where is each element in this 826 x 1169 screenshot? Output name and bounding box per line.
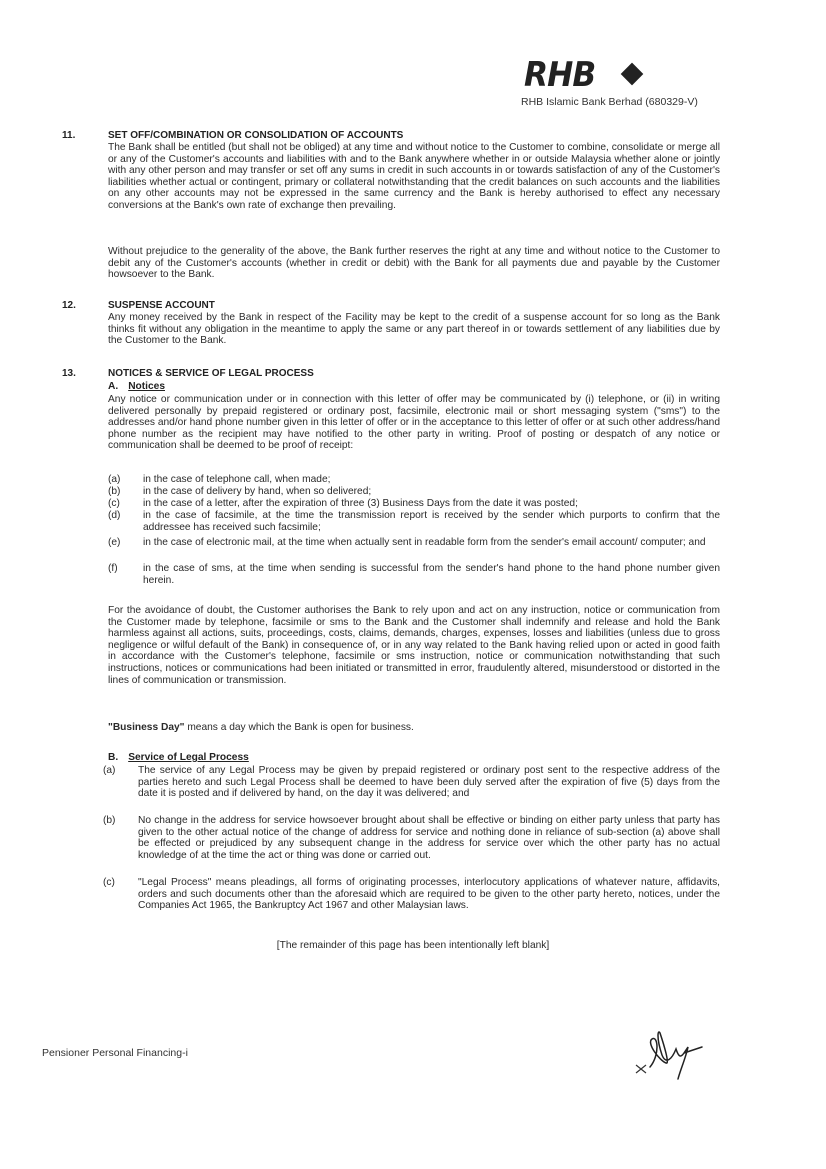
section-12-paragraph-1: Any money received by the Bank in respect of the Facility may be kept to the credit of a suspense account for so long as the Bank thinks fit without any obligation in the meantime to apply the same or any part thereof in or towards settlement of any liabilities due by the Customer to the Bank.	[108, 312, 720, 347]
subsection-b-heading	[108, 752, 249, 763]
subsection-a-label: A.	[108, 381, 119, 392]
business-day-text: means a day which the Bank is open for business.	[184, 722, 414, 733]
section-12-number: 12.	[62, 300, 76, 311]
notices-paragraph-1: Any notice or communication under or in connection with this letter of offer may be communicated by (i) telephone, or (ii) in writing delivered personally by prepaid registered or ordinary post, facsimile, electronic mail or short messaging system ("sms") to the addresses and/or hand phone number given in this letter of offer or in the acceptance to this letter of offer or at such other address/hand phone number as the recipient may have notified to the other party in writing. Proof of posting or despatch of any notice or communication shall be deemed to be proof of receipt:	[108, 394, 720, 452]
handwritten-signature	[630, 1025, 720, 1085]
footer-product-name: Pensioner Personal Financing-i	[42, 1047, 188, 1059]
section-11-number: 11.	[62, 130, 76, 141]
section-13-title: NOTICES & SERVICE OF LEGAL PROCESS	[108, 368, 314, 379]
business-day-definition	[108, 722, 720, 734]
subsection-b-title: Service of Legal Process	[128, 752, 249, 763]
business-day-term: "Business Day"	[108, 722, 185, 733]
section-12-title: SUSPENSE ACCOUNT	[108, 300, 215, 311]
rhb-logo	[524, 55, 644, 95]
subsection-b-label: B.	[108, 752, 119, 763]
subsection-a-title: Notices	[128, 381, 165, 392]
logo-text: RHB	[524, 55, 596, 95]
section-11-paragraph-1: The Bank shall be entitled (but shall not be obliged) at any time and without notice to the Customer to combine, consolidate or merge all or any of the Customer's accounts and liabilities with and to the Bank anywhere whether in or outside Malaysia whether alone or jointly with any other person and may transfer or set off any sums in credit in such accounts in or towards satisfaction of any of the Customer's liabilities whether actual or contingent, primary or collateral notwithstanding that the credit balances on such accounts and the liabilities on any other accounts may not be expressed in the same currency and the Bank is hereby authorised to effect any necessary conversions at the Bank's own rate of exchange then prevailing.	[108, 142, 720, 211]
section-11-title: SET OFF/COMBINATION OR CONSOLIDATION OF ACCOUNTS	[108, 130, 404, 141]
intentionally-blank-note: [The remainder of this page has been intentionally left blank]	[276, 940, 550, 951]
logo-diamond-icon	[621, 63, 644, 86]
notices-paragraph-2: For the avoidance of doubt, the Customer authorises the Bank to rely upon and act on any instruction, notice or communication from the Customer made by telephone, facsimile or sms to the Bank and the Customer shall indemnify and release and hold the Bank harmless against all actions, suits, proceedings, costs, claims, demands, charges, expenses, losses and liabilities (unless due to gross negligence or wilful default of the Bank) in consequence of, or in any way related to the Bank having relied upon or acted in good faith in accordance with the Customer's telephone, facsimile or sms instruction, notice or communication notwithstanding that such instructions, notices or communications had been initiated or transmitted in error, fraudulently altered, misunderstood or distorted in the lines of communication or transmission.	[108, 605, 720, 686]
section-13-number: 13.	[62, 368, 76, 379]
entity-name: RHB Islamic Bank Berhad (680329-V)	[521, 96, 698, 108]
section-11-paragraph-2: Without prejudice to the generality of the above, the Bank further reserves the right at any time and without notice to the Customer to debit any of the Customer's accounts (whether in credit or debit) with the Bank for all payments due and payable by the Customer howsoever to the Bank.	[108, 246, 720, 281]
subsection-a-heading	[108, 381, 165, 392]
